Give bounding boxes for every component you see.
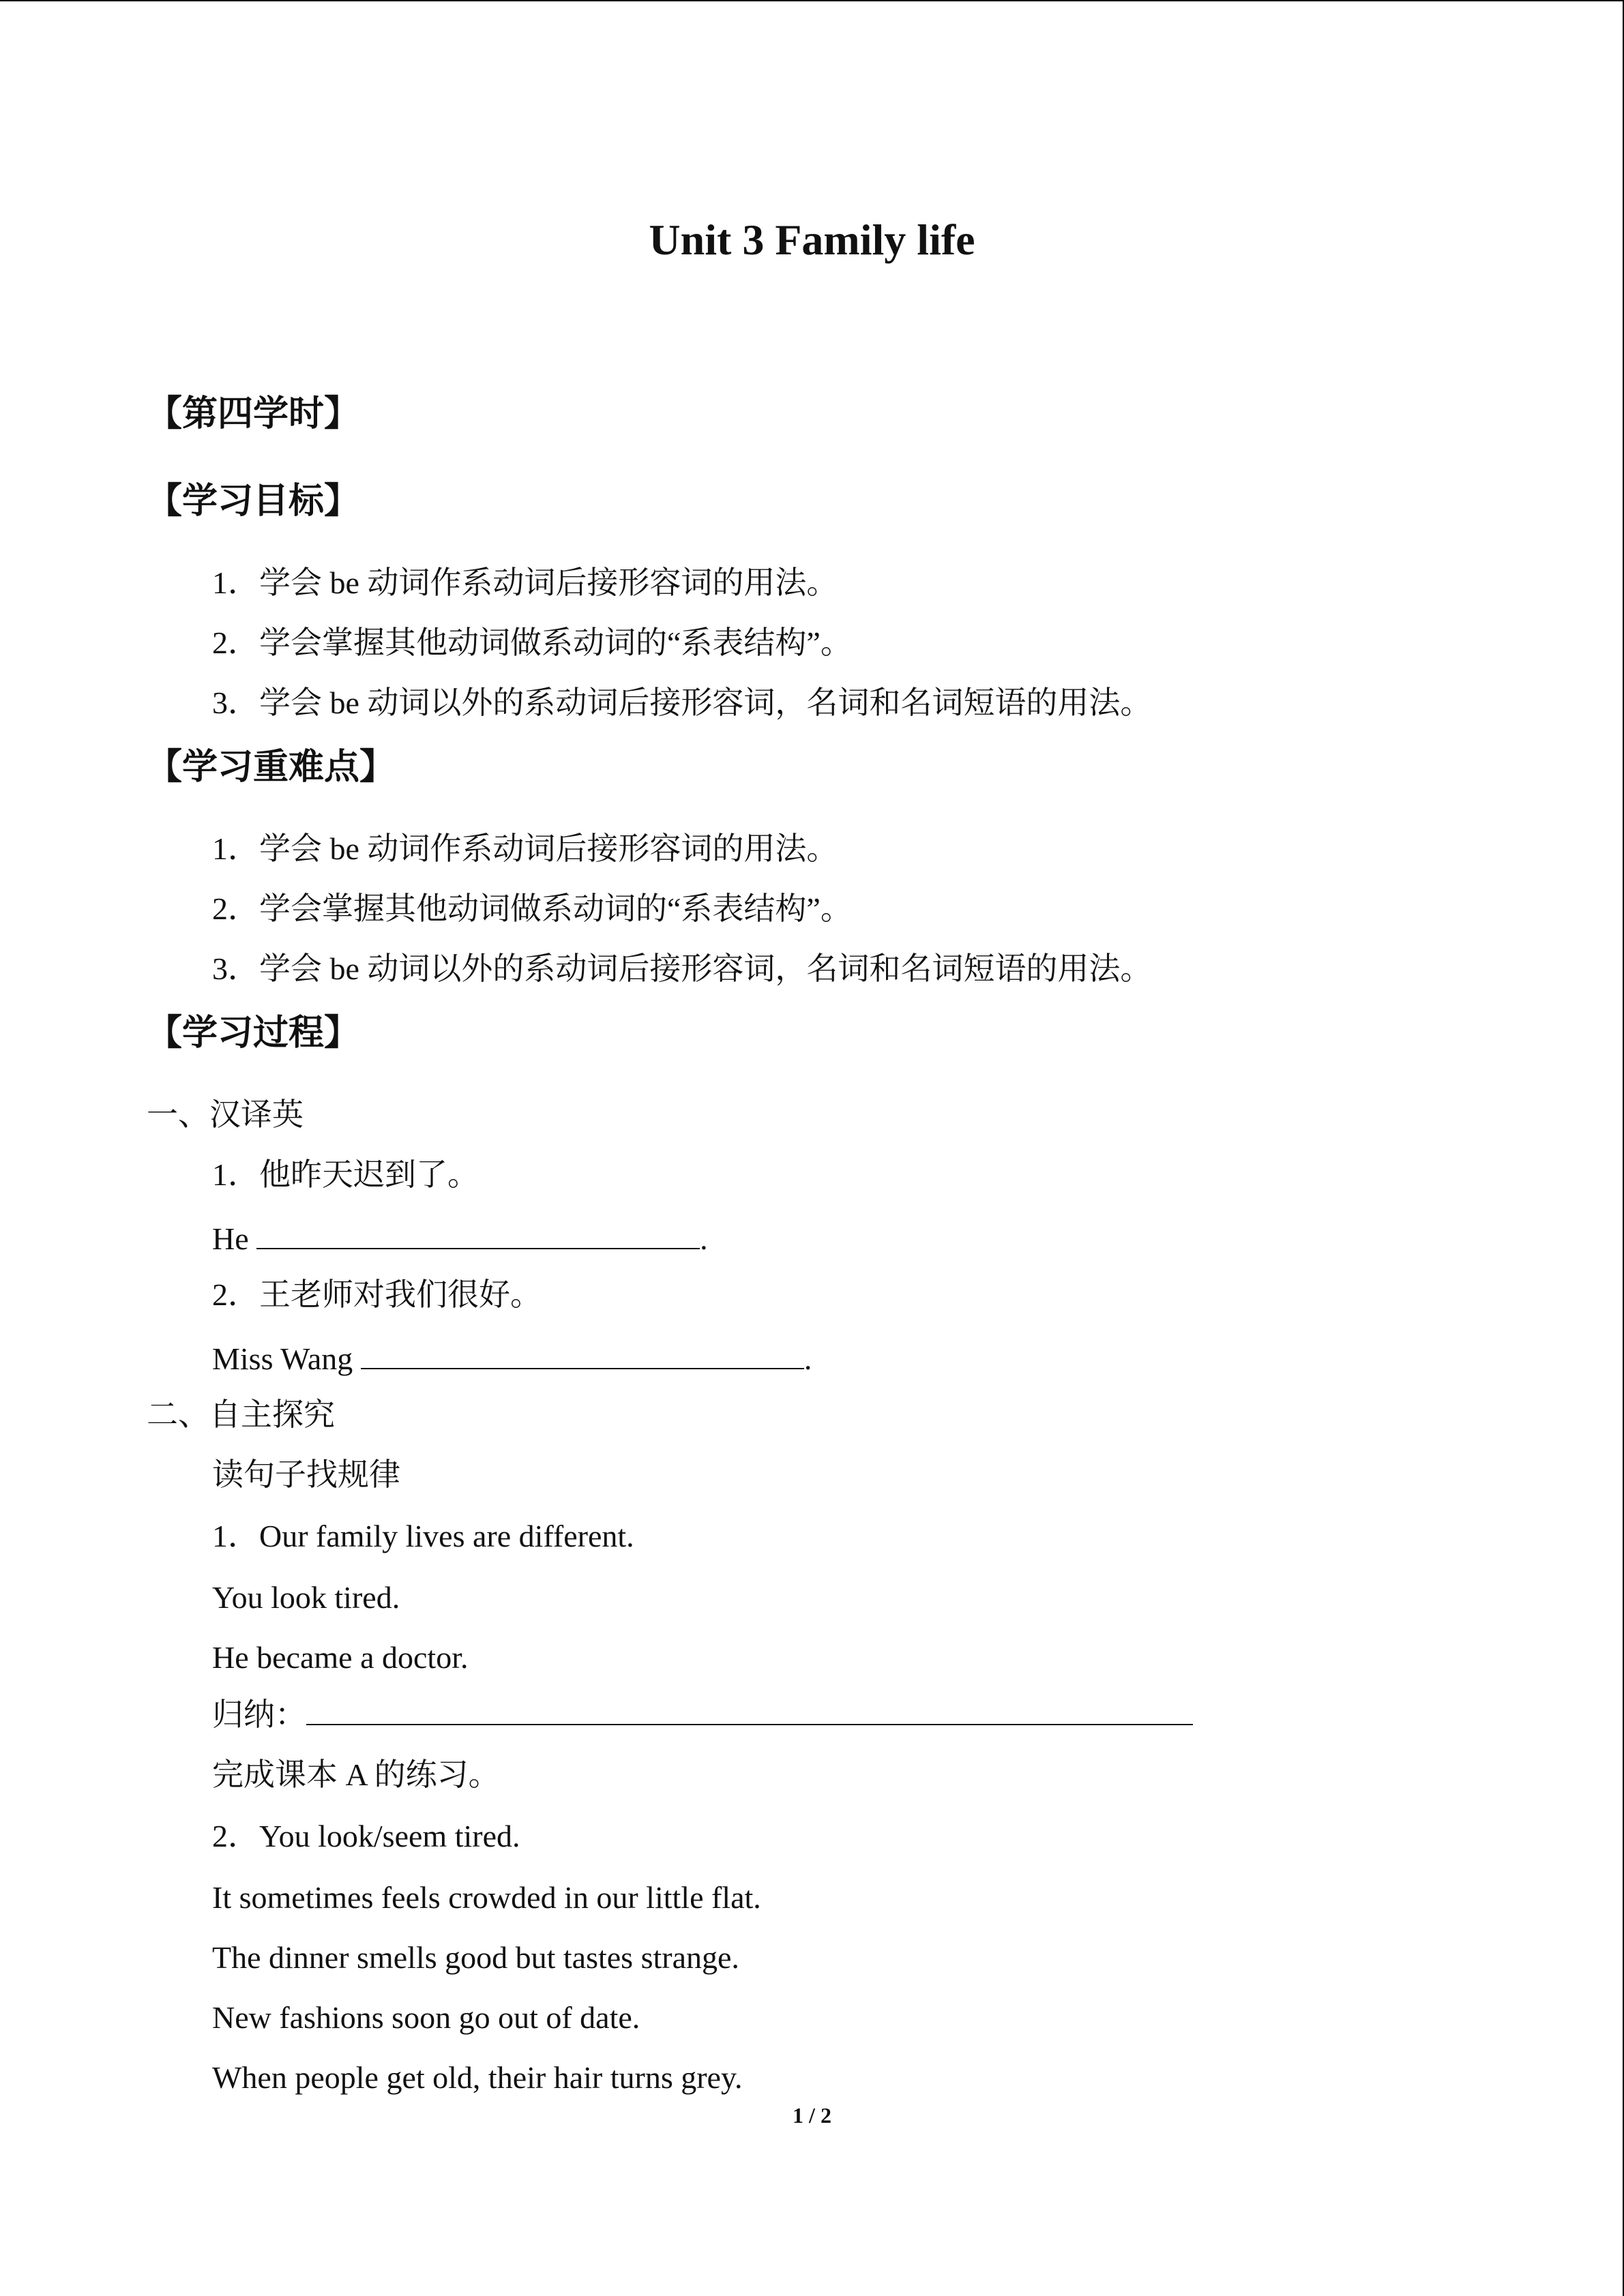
answer-line-2 — [212, 1338, 812, 1380]
heading-key-points: 【学习重难点】 — [147, 747, 396, 788]
page-number: 1 / 2 — [793, 2103, 831, 2128]
heading-objectives: 【学习目标】 — [147, 481, 360, 522]
section-title: 一、汉译英 — [147, 1097, 304, 1132]
answer-suffix: . — [700, 1221, 708, 1256]
answer-line-1 — [212, 1218, 708, 1259]
answer-blank[interactable] — [361, 1338, 804, 1369]
question: 1．他昨天迟到了。 — [212, 1157, 479, 1192]
objective-item: 3．学会 be 动词以外的系动词后接形容词，名词和名词短语的用法。 — [212, 685, 1152, 720]
answer-suffix: . — [803, 1341, 812, 1376]
heading-lesson: 【第四学时】 — [147, 393, 360, 434]
summary-label: 归纳： — [212, 1697, 306, 1732]
answer-prefix: Miss Wang — [212, 1341, 353, 1376]
summary-blank[interactable] — [306, 1694, 1193, 1725]
example-sentence: 2．You look/seem tired. — [212, 1819, 520, 1853]
example-sentence: 1．Our family lives are different. — [212, 1519, 634, 1553]
key-point-item: 1．学会 be 动词作系动词后接形容词的用法。 — [212, 831, 838, 866]
question: 2．王老师对我们很好。 — [212, 1277, 542, 1312]
example-sentence: It sometimes feels crowded in our little flat. — [212, 1880, 761, 1915]
answer-prefix: He — [212, 1221, 249, 1256]
answer-blank[interactable] — [256, 1218, 700, 1249]
objective-item: 2．学会掌握其他动词做系动词的“系表结构”。 — [212, 625, 852, 660]
summary-line — [212, 1694, 1193, 1735]
key-point-item: 2．学会掌握其他动词做系动词的“系表结构”。 — [212, 891, 852, 926]
key-point-item: 3．学会 be 动词以外的系动词后接形容词，名词和名词短语的用法。 — [212, 951, 1152, 986]
objective-item: 1．学会 be 动词作系动词后接形容词的用法。 — [212, 565, 838, 600]
example-sentence: New fashions soon go out of date. — [212, 2000, 640, 2035]
heading-process: 【学习过程】 — [147, 1013, 360, 1054]
example-sentence: When people get old, their hair turns grey. — [212, 2060, 743, 2095]
page-title: Unit 3 Family life — [649, 215, 975, 264]
example-sentence: The dinner smells good but tastes strange. — [212, 1940, 739, 1975]
section-title: 二、自主探究 — [147, 1397, 335, 1432]
section-intro: 读句子找规律 — [212, 1457, 400, 1492]
example-sentence: You look tired. — [212, 1580, 400, 1615]
example-sentence: He became a doctor. — [212, 1640, 469, 1675]
exercise-note: 完成课本 A 的练习。 — [212, 1757, 500, 1792]
